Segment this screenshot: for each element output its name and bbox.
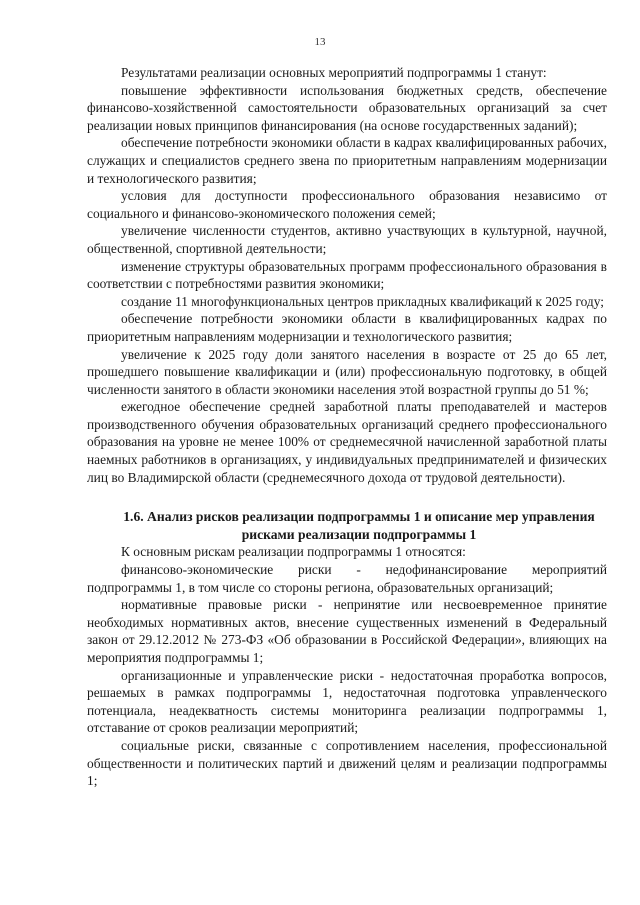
paragraph: увеличение к 2025 году доли занятого населения в возрасте от 25 до 65 лет, прошедшего повышение квалификации и (или) профессиональную подготовку, в общей численности занятого в области экономики населения этой возрастной группы до 51 %; <box>87 346 607 397</box>
paragraph: создание 11 многофункциональных центров прикладных квалификаций к 2025 году; <box>121 293 604 309</box>
paragraph: повышение эффективности использования бюджетных средств, обеспечение финансово-хозяйственной самостоятельности образовательных организаций за счет реализации новых принципов финансирования (на основе государственных заданий); <box>87 82 607 133</box>
paragraph: организационные и управленческие риски - недостаточная проработка вопросов, решаемых в рамках подпрограммы 1, недостаточная подготовка управленческого потенциала, неадекватность системы мониторинга реализации подпрограммы 1, отставание от сроков реализации мероприятий; <box>87 667 607 736</box>
paragraph: условия для доступности профессионального образования независимо от социального и финансово-экономического положения семей; <box>87 188 607 221</box>
section-heading: 1.6. Анализ рисков реализации подпрограммы 1 и описание мер управления рисками реализации подпрограммы 1 <box>123 509 595 542</box>
paragraph: Результатами реализации основных мероприятий подпрограммы 1 станут: <box>121 65 547 80</box>
paragraph: обеспечение потребности экономики области в кадрах квалифицированных рабочих, служащих и специалистов среднего звена по приоритетным направлениям модернизации и технологического развития; <box>87 135 607 186</box>
paragraph: увеличение численности студентов, активно участвующих в культурной, научной, общественной, спортивной деятельности; <box>87 223 607 256</box>
risks-list <box>87 543 607 789</box>
paragraph: нормативные правовые риски - непринятие или несвоевременное принятие необходимых нормативных актов, внесение существенных изменений в Федеральный закон от 29.12.2012 № 273-ФЗ «Об образовании в Российской Федерации», влияющих на мероприятия подпрограммы 1; <box>87 597 607 665</box>
document-body <box>87 64 607 790</box>
paragraph: финансово-экономические риски - недофинансирование мероприятий подпрограммы 1, в том числе со стороны региона, образовательных организаций; <box>87 562 607 595</box>
paragraph: ежегодное обеспечение средней заработной платы преподавателей и мастеров производственного обучения образовательных организаций среднего профессионального образования на уровне не менее 100% от среднемесячной начисленной заработной платы наемных работников в организациях, у индивидуальных предпринимателей и физических лиц во Владимирской области (среднемесячного дохода от трудовой деятельности). <box>87 399 607 485</box>
paragraph: социальные риски, связанные с сопротивлением населения, профессиональной общественности и политических партий и движений целям и реализации подпрограммы 1; <box>87 737 607 789</box>
paragraph: изменение структуры образовательных программ профессионального образования в соответствии с потребностями развития экономики; <box>87 258 607 292</box>
paragraph: К основным рискам реализации подпрограммы 1 относятся: <box>121 544 466 560</box>
paragraph: обеспечение потребности экономики области в квалифицированных кадрах по приоритетным направлениям модернизации и технологического развития; <box>87 311 607 344</box>
page-number: 13 <box>314 36 326 48</box>
results-list <box>87 64 607 486</box>
